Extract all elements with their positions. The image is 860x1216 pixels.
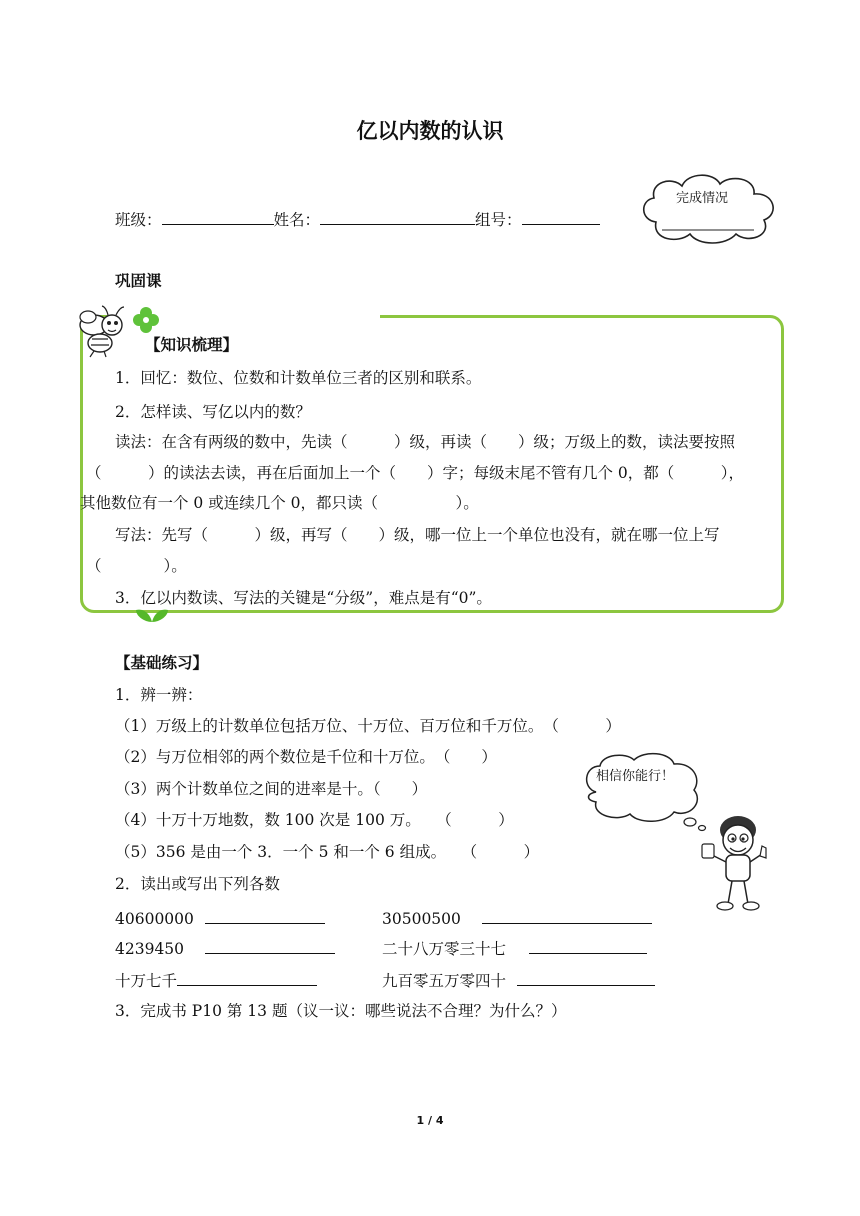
judge-item-5: （5）356 是由一个 3．一个 5 和一个 6 组成。 （ ）	[115, 843, 540, 861]
page-number: 1 / 4	[416, 1114, 444, 1127]
reading-rule-line-2: （ ）的读法去读，再在后面加上一个（ ）字；每级末尾不管有几个 0，都（ ），	[86, 464, 745, 482]
clover-icon	[132, 306, 160, 334]
student-info-line	[115, 208, 600, 230]
number-text: 九百零五万零四十	[382, 972, 507, 990]
basic-heading: 【基础练习】	[115, 653, 209, 672]
answer-blank[interactable]	[205, 937, 335, 954]
number-item	[115, 969, 317, 991]
number-item	[115, 937, 335, 959]
sprout-icon	[132, 604, 172, 626]
knowledge-heading: 【知识梳理】	[145, 335, 239, 354]
number-item	[382, 907, 652, 929]
page-title: 亿以内数的认识	[356, 118, 504, 143]
group-label: 组号：	[475, 211, 522, 229]
knowledge-item-2: 2．怎样读、写亿以内的数？	[115, 403, 311, 421]
knowledge-item-1: 1．回忆：数位、位数和计数单位三者的区别和联系。	[115, 369, 482, 387]
writing-rule-line-2: （ ）。	[86, 557, 187, 575]
judge-item-1: （1）万级上的计数单位包括万位、十万位、百万位和千万位。 （ ）	[115, 717, 621, 735]
knowledge-item-3: 3．亿以内数读、写法的关键是“分级”，难点是有“0”。	[115, 589, 492, 607]
boy-cartoon-icon	[696, 808, 776, 914]
encouragement-text: 相信你能行！	[596, 769, 675, 784]
judge-item-4: （4）十万十万地数，数 100 次是 100 万。 （ ）	[115, 811, 514, 829]
number-text: 二十八万零三十七	[382, 940, 507, 958]
question-1-title: 1．辨一辨：	[115, 686, 203, 704]
reading-rule-line-3: 其他数位有一个 0 或连续几个 0，都只读（ ）。	[80, 494, 479, 512]
number-text: 30500500	[382, 910, 461, 928]
bee-cartoon-icon	[74, 303, 132, 359]
answer-blank[interactable]	[205, 907, 325, 924]
answer-blank[interactable]	[177, 969, 317, 986]
class-label: 班级：	[115, 211, 162, 229]
answer-blank[interactable]	[482, 907, 652, 924]
cloud-icon	[636, 170, 782, 248]
completion-label: 完成情况	[676, 191, 729, 206]
group-blank[interactable]	[522, 208, 600, 225]
name-label: 姓名：	[273, 211, 321, 229]
reading-rule-line-1: 读法：在含有两级的数中，先读（ ）级，再读（ ）级；万级上的数，读法要按照	[115, 433, 736, 451]
judge-item-2: （2）与万位相邻的两个数位是千位和十万位。 （ ）	[115, 748, 497, 766]
number-text: 40600000	[115, 910, 194, 928]
number-text: 4239450	[115, 940, 185, 958]
class-blank[interactable]	[162, 208, 274, 225]
question-3: 3．完成书 P10 第 13 题（议一议：哪些说法不合理？为什么？）	[115, 1002, 567, 1020]
section-label: 巩固课	[115, 271, 162, 290]
writing-rule-line-1: 写法：先写（ ）级，再写（ ）级，哪一位上一个单位也没有，就在哪一位上写	[115, 526, 720, 544]
thought-bubble-icon	[578, 752, 708, 832]
number-text: 十万七千	[115, 972, 178, 990]
number-item	[382, 937, 647, 959]
question-2-title: 2．读出或写出下列各数	[115, 875, 280, 893]
name-blank[interactable]	[320, 208, 475, 225]
answer-blank[interactable]	[529, 937, 647, 954]
answer-blank[interactable]	[517, 969, 655, 986]
number-item	[382, 969, 655, 991]
judge-item-3: （3）两个计数单位之间的进率是十。（ ）	[115, 780, 428, 798]
number-item	[115, 907, 325, 929]
